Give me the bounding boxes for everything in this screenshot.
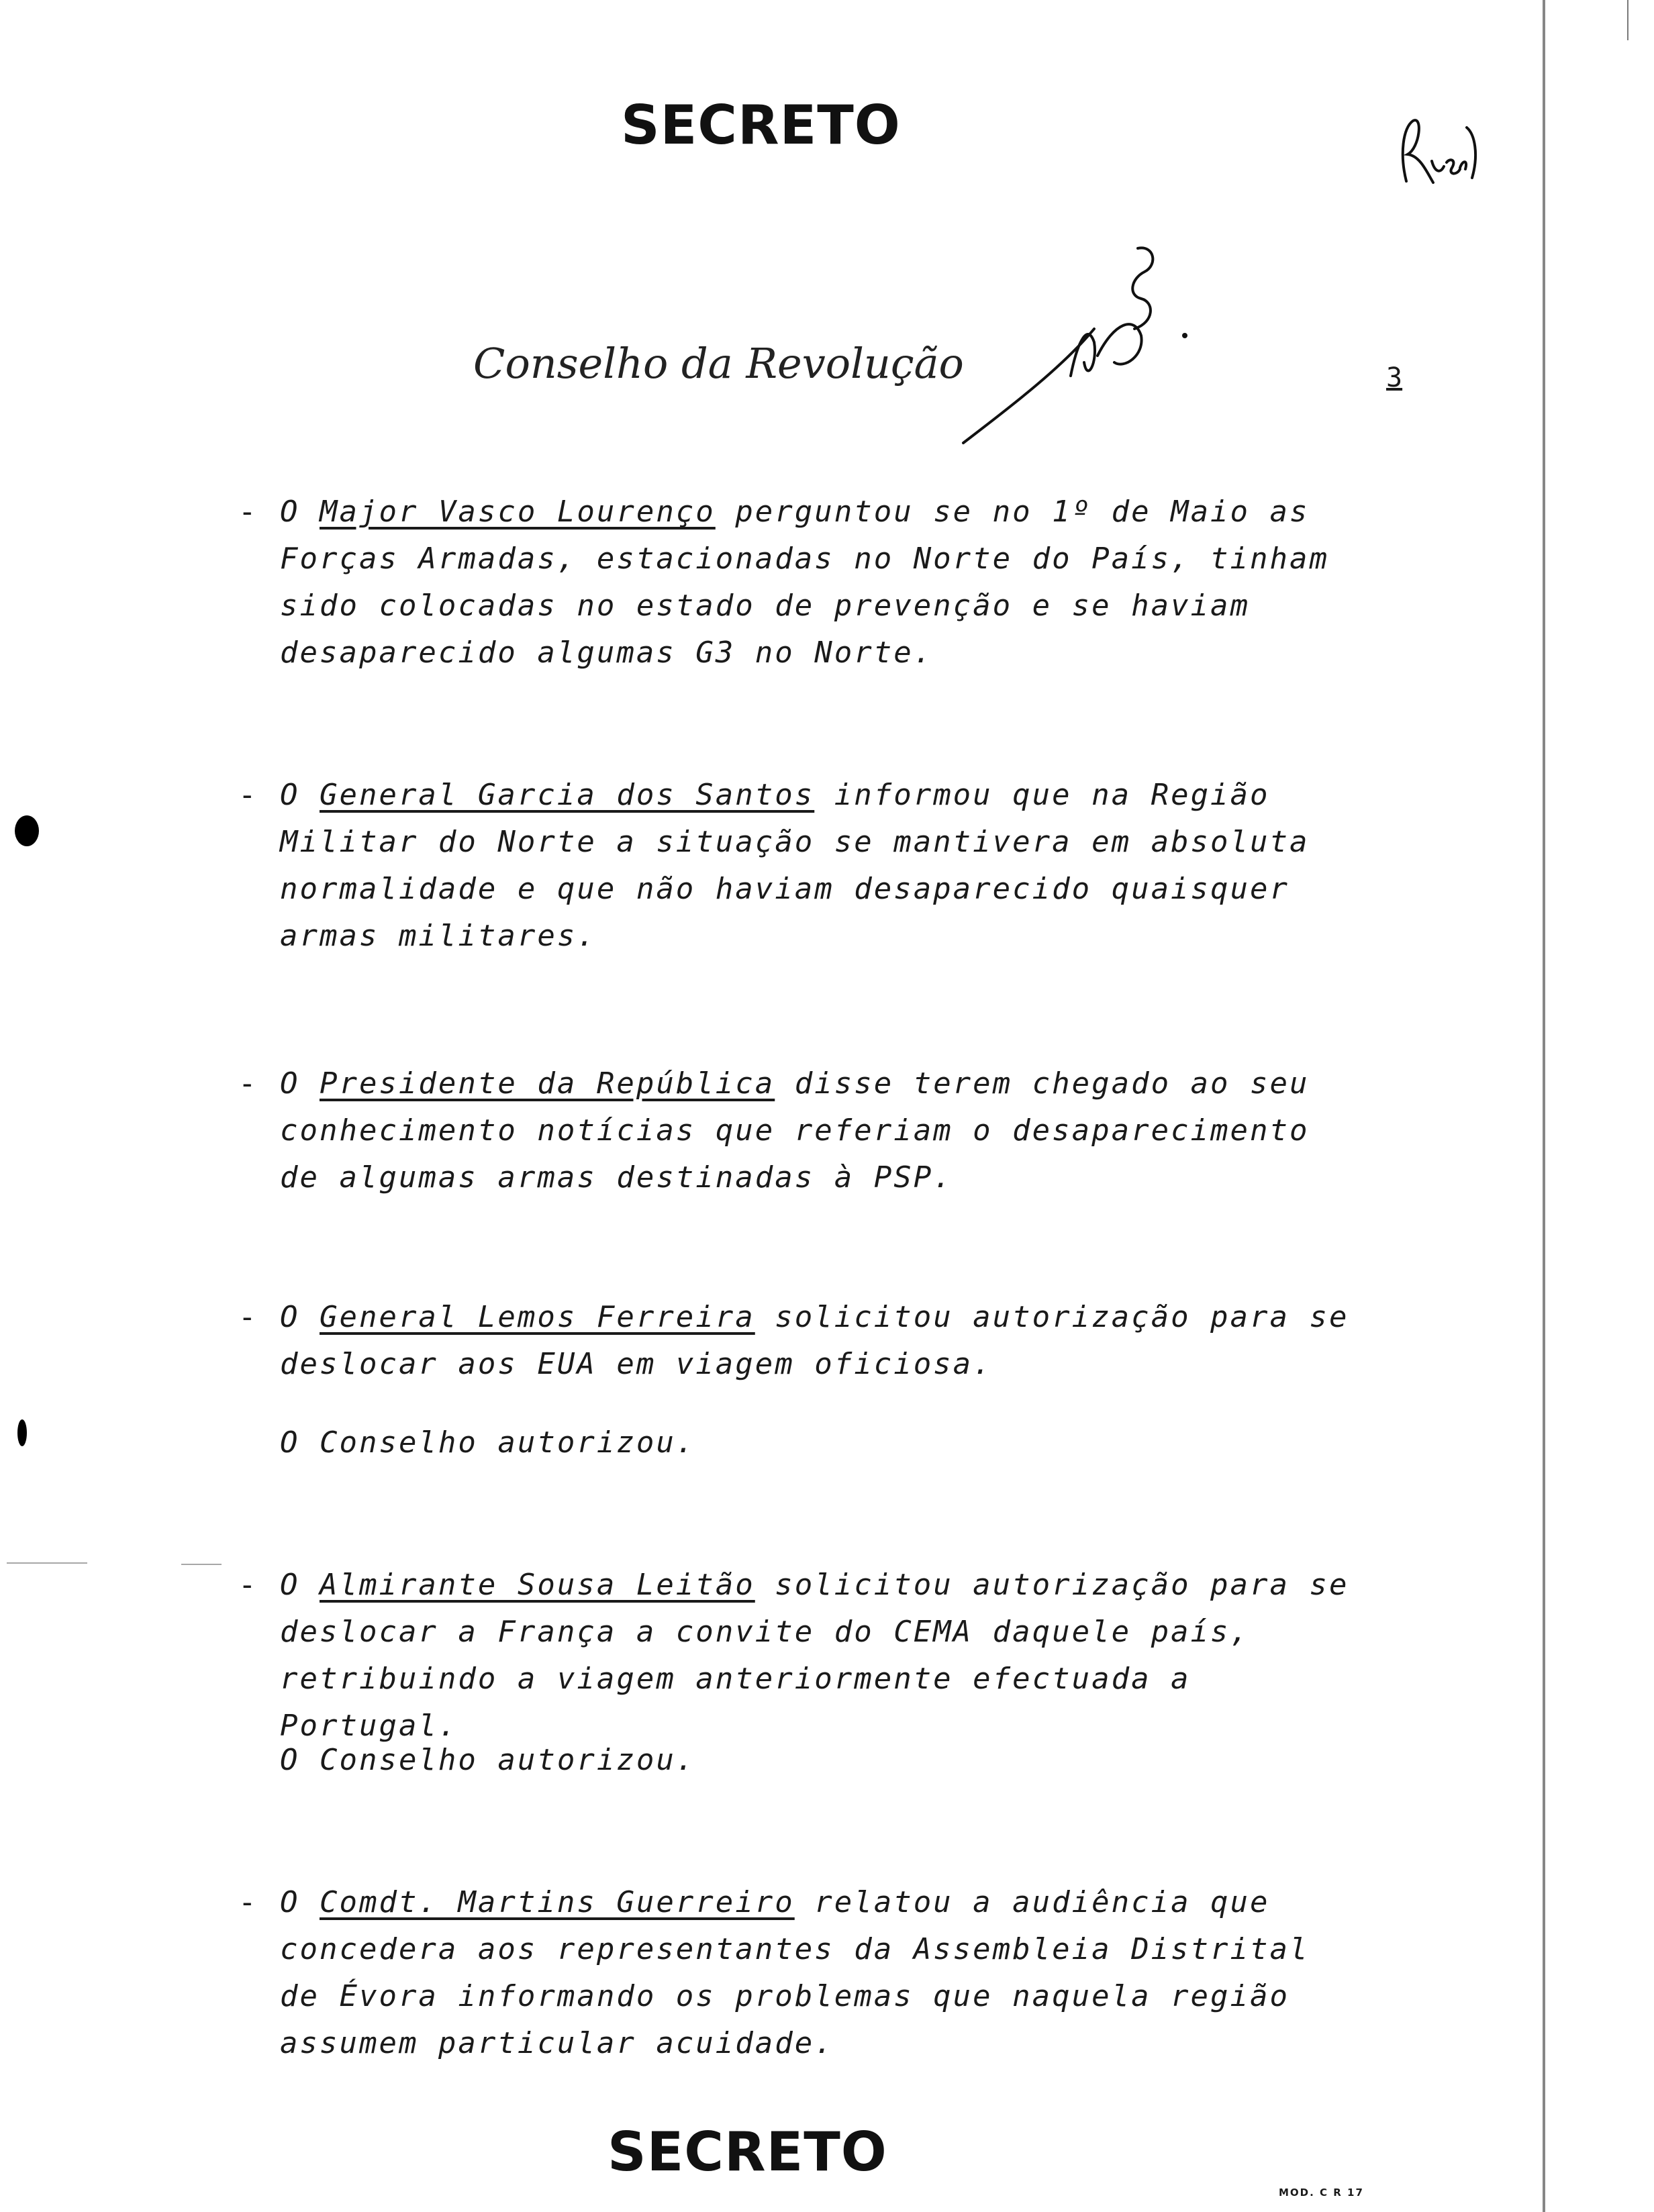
scan-edge-line-right bbox=[1627, 0, 1628, 40]
bullet-dash: - bbox=[238, 778, 258, 812]
minutes-item bbox=[238, 1060, 1366, 1201]
scan-punch-hole-top bbox=[15, 815, 39, 846]
minutes-item bbox=[238, 772, 1366, 960]
scan-dash-mid bbox=[181, 1564, 222, 1565]
handwritten-initials-signature bbox=[1393, 107, 1487, 195]
item-body: O Almirante Sousa Leitão solicitou autorização para se deslocar a França a convite do CEMA daquele país, retribuindo a viagem anteriormente efectuada a Portugal. bbox=[280, 1568, 1349, 1743]
item-body: O Comdt. Martins Guerreiro relatou a audiência que concedera aos representantes da Assembleia Distrital de Évora informando os problemas que naquela região assumem particular acuidade. bbox=[280, 1885, 1310, 2060]
bullet-dash: - bbox=[238, 1568, 258, 1602]
item-text: perguntou se no 1º de Maio as Forças Armadas, estacionadas no Norte do País, tinham sido colocadas no estado de prevenção e se haviam desaparecido algumas G3 no Norte. bbox=[280, 495, 1329, 670]
letterhead-title: Conselho da Revolução bbox=[473, 339, 964, 388]
item-text: informou que na Região Militar do Norte a situação se mantivera em absoluta normalidade e que não haviam desaparecido quaisquer armas militares. bbox=[280, 778, 1310, 953]
page-number: 3 bbox=[1386, 362, 1403, 393]
council-decision: O Conselho autorizou. bbox=[280, 1425, 696, 1460]
bullet-dash: - bbox=[238, 1300, 258, 1334]
bullet-dash: - bbox=[238, 1885, 258, 1919]
item-body: O Presidente da República disse terem chegado ao seu conhecimento notícias que referiam o desaparecimento de algumas armas destinadas à PSP. bbox=[280, 1066, 1310, 1195]
bullet-dash: - bbox=[238, 1066, 258, 1101]
classification-stamp-bottom: SECRETO bbox=[607, 2121, 887, 2183]
form-code: MOD. C R 17 bbox=[1279, 2186, 1364, 2199]
scan-edge-line bbox=[1543, 0, 1545, 2212]
item-text: relatou a audiência que concedera aos representantes da Assembleia Distrital de Évora informando os problemas que naquela região assumem particular acuidade. bbox=[280, 1885, 1310, 2060]
item-body: O Major Vasco Lourenço perguntou se no 1º de Maio as Forças Armadas, estacionadas no Norte do País, tinham sido colocadas no estado de prevenção e se haviam desaparecido algumas G3 no Norte. bbox=[280, 495, 1329, 670]
item-body: O General Lemos Ferreira solicitou autorização para se deslocar aos EUA em viagem oficiosa. bbox=[280, 1300, 1349, 1381]
scan-punch-hole-bottom bbox=[17, 1419, 27, 1446]
item-text: solicitou autorização para se deslocar a França a convite do CEMA daquele país, retribuindo a viagem anteriormente efectuada a Portugal. bbox=[280, 1568, 1349, 1743]
item-body: O General Garcia dos Santos informou que na Região Militar do Norte a situação se mantivera em absoluta normalidade e que não haviam desaparecido quaisquer armas militares. bbox=[280, 778, 1310, 953]
minutes-item bbox=[238, 489, 1366, 676]
signature-flourish bbox=[953, 242, 1208, 450]
minutes-item bbox=[238, 1294, 1366, 1388]
speaker-name: Comdt. Martins Guerreiro bbox=[319, 1885, 795, 1919]
speaker-name: General Garcia dos Santos bbox=[319, 778, 815, 812]
minutes-item bbox=[238, 1879, 1366, 2067]
bullet-dash: - bbox=[238, 495, 258, 529]
classification-stamp-top: SECRETO bbox=[621, 94, 901, 156]
item-text: disse terem chegado ao seu conhecimento notícias que referiam o desaparecimento de algumas armas destinadas à PSP. bbox=[280, 1066, 1310, 1195]
scan-dash-left bbox=[7, 1562, 87, 1564]
speaker-name: General Lemos Ferreira bbox=[319, 1300, 755, 1334]
speaker-name: Major Vasco Lourenço bbox=[319, 495, 716, 529]
speaker-name: Presidente da República bbox=[319, 1066, 775, 1101]
minutes-item bbox=[238, 1562, 1366, 1750]
item-text: solicitou autorização para se deslocar aos EUA em viagem oficiosa. bbox=[280, 1300, 1349, 1381]
speaker-name: Almirante Sousa Leitão bbox=[319, 1568, 755, 1602]
council-decision: O Conselho autorizou. bbox=[280, 1743, 696, 1777]
